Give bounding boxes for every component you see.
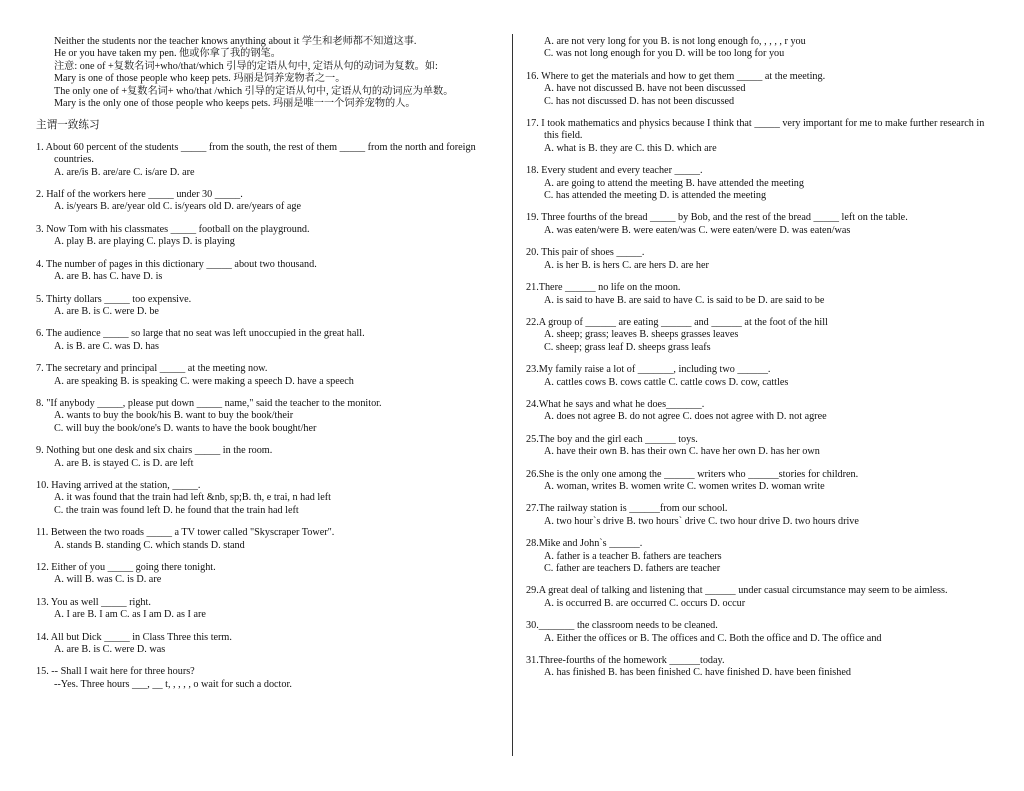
question-stem: 22.A group of ______ are eating ______ and ______ at the foot of the hill (526, 316, 828, 328)
question-stem: 26.She is the only one among the ______ writers who ______stories for children. (526, 468, 859, 480)
answer-options: A. does not agree B. do not agree C. does not agree with D. not agree (544, 411, 827, 423)
question-stem: 31.Three-fourths of the homework ______today. (526, 655, 725, 667)
answer-options: C. has attended the meeting D. is attended the meeting (544, 190, 767, 202)
answer-options: A. play B. are playing C. plays D. is playing (54, 236, 235, 248)
note-line: The only one of +复数名词+ who/that /which 引导的定语从句中, 定语从句的动词应为单数。 (54, 85, 454, 97)
question-item (36, 480, 502, 517)
question-stem: 5. Thirty dollars _____ too expensive. (36, 293, 192, 305)
answer-options: A. father is a teacher B. fathers are teachers (544, 550, 722, 562)
answer-options: A. are/is B. are/are C. is/are D. are (54, 166, 195, 178)
question-item (526, 469, 988, 494)
right-question-list (526, 36, 988, 680)
answer-options: A. is said to have B. are said to have C. is said to be D. are said to be (544, 294, 825, 306)
question-stem: 4. The number of pages in this dictionary _____ about two thousand. (36, 258, 317, 270)
question-stem: 12. Either of you _____ going there tonight. (36, 562, 216, 573)
question-stem: 2. Half of the workers here _____ under 30 _____. (36, 189, 243, 201)
question-stem: 18. Every student and every teacher _____. (526, 165, 703, 177)
question-item (36, 189, 502, 214)
question-item (526, 36, 988, 61)
answer-options: A. will B. was C. is D. are (54, 574, 162, 586)
question-item (36, 363, 502, 388)
question-item (526, 503, 988, 528)
question-stem: 29.A great deal of talking and listening that ______ under casual circumstance may seem to be aimless. (526, 585, 948, 597)
answer-options: C. father are teachers D. fathers are teacher (544, 563, 721, 574)
answer-options: C. will buy the book/one's D. wants to have the book bought/her (54, 422, 317, 434)
answer-options: A. is/years B. are/year old C. is/years old D. are/years of age (54, 201, 301, 213)
right-column (526, 36, 988, 690)
question-item (526, 118, 988, 155)
question-item (36, 294, 502, 319)
question-item (526, 538, 988, 575)
question-stem: 20. This pair of shoes _____. (526, 247, 645, 259)
section-title: 主谓一致练习 (36, 120, 100, 132)
note-line: Mary is one of those people who keep pets. 玛丽是饲养宠物者之一。 (54, 73, 346, 85)
question-stem: 1. About 60 percent of the students _____ from the south, the rest of them _____ from the north and foreign countries. (36, 141, 476, 166)
answer-options: C. has not discussed D. has not been discussed (544, 95, 735, 107)
answer-options: A. have their own B. has their own C. have her own D. has her own (544, 446, 820, 458)
question-item (36, 398, 502, 435)
question-stem: 15. -- Shall I wait here for three hours? (36, 666, 195, 678)
question-stem: 23.My family raise a lot of _______, including two ______. (526, 364, 771, 376)
left-question-list (36, 142, 502, 691)
answer-options: A. are B. is stayed C. is D. are left (54, 457, 194, 469)
answer-options: A. is occurred B. are occurred C. occurs D. occur (544, 597, 746, 609)
answer-options: A. is B. are C. was D. has (54, 340, 159, 352)
answer-options: A. it was found that the train had left &nb, sp;B. th, e trai, n had left (54, 492, 331, 504)
question-item (526, 585, 988, 610)
question-item (36, 445, 502, 470)
question-stem: 17. I took mathematics and physics because I think that _____ very important for me to make further research in this field. (526, 118, 985, 142)
answer-options: C. was not long enough for you D. will be too long for you (544, 48, 785, 60)
answer-options: A. are going to attend the meeting B. have attended the meeting (544, 177, 804, 189)
question-stem: 8. "If anybody _____, please put down _____ name," said the teacher to the monitor. (36, 397, 382, 409)
question-stem: 21.There ______ no life on the moon. (526, 282, 681, 294)
question-item (526, 317, 988, 354)
answer-options: A. have not discussed B. have not been discussed (544, 83, 746, 95)
question-item (526, 212, 988, 237)
answer-options: --Yes. Three hours ___, __ t, , , , , o wait for such a doctor. (54, 678, 292, 690)
answer-options: A. is her B. is hers C. are hers D. are her (544, 259, 709, 271)
answer-options: A. Either the offices or B. The offices and C. Both the office and D. The office and (544, 632, 882, 644)
left-column (36, 36, 502, 701)
answer-options: A. was eaten/were B. were eaten/was C. were eaten/were D. was eaten/was (544, 224, 851, 236)
question-stem: 28.Mike and John`s ______. (526, 538, 643, 550)
question-item (526, 71, 988, 108)
column-divider (512, 34, 513, 756)
question-item (526, 364, 988, 389)
question-stem: 7. The secretary and principal _____ at the meeting now. (36, 363, 268, 375)
answer-options: A. are B. is C. were D. was (54, 644, 166, 656)
answer-options: C. sheep; grass leaf D. sheeps grass leafs (544, 341, 711, 353)
question-stem: 27.The railway station is ______from our school. (526, 503, 728, 515)
answer-options: A. are B. is C. were D. be (54, 305, 159, 317)
question-item (526, 165, 988, 202)
question-item (526, 434, 988, 459)
question-item (36, 259, 502, 284)
question-stem: 10. Having arrived at the station, _____. (36, 479, 201, 491)
note-line: Neither the students nor the teacher knows anything about it 学生和老师都不知道这事. (54, 36, 417, 47)
question-item (36, 666, 502, 691)
question-item (36, 562, 502, 587)
question-stem: 3. Now Tom with his classmates _____ football on the playground. (36, 223, 310, 235)
question-stem: 6. The audience _____ so large that no seat was left unoccupied in the great hall. (36, 328, 365, 340)
note-line: He or you have taken my pen. 他或你拿了我的钢笔。 (54, 48, 281, 60)
question-stem: 13. You as well _____ right. (36, 596, 151, 608)
question-item (36, 224, 502, 249)
question-item (526, 399, 988, 424)
question-stem: 30._______ the classroom needs to be cleaned. (526, 620, 718, 632)
question-stem: 9. Nothing but one desk and six chairs _____ in the room. (36, 445, 273, 457)
question-item (36, 597, 502, 622)
question-stem: 16. Where to get the materials and how to get them _____ at the meeting. (526, 70, 826, 82)
question-item (36, 142, 502, 179)
answer-options: A. what is B. they are C. this D. which are (544, 142, 717, 154)
answer-options: A. are speaking B. is speaking C. were making a speech D. have a speech (54, 375, 354, 387)
question-stem: 19. Three fourths of the bread _____ by Bob, and the rest of the bread _____ left on the table. (526, 212, 908, 224)
note-line: Mary is the only one of those people who keeps pets. 玛丽是唯一一个饲养宠物的人。 (54, 98, 416, 110)
question-stem: 14. All but Dick _____ in Class Three this term. (36, 631, 232, 643)
answer-options: A. wants to buy the book/his B. want to buy the book/their (54, 410, 294, 422)
answer-options: A. stands B. standing C. which stands D. stand (54, 539, 245, 551)
answer-options: A. two hour`s drive B. two hours` drive C. two hour drive D. two hours drive (544, 515, 859, 527)
answer-options: A. cattles cows B. cows cattle C. cattle cows D. cow, cattles (544, 376, 789, 388)
answer-options: A. are B. has C. have D. is (54, 271, 163, 283)
grammar-notes (36, 36, 502, 110)
question-item (526, 620, 988, 645)
answer-options: A. woman, writes B. women write C. women writes D. woman write (544, 480, 825, 492)
question-item (526, 655, 988, 680)
question-stem: 24.What he says and what he does_______. (526, 398, 705, 410)
answer-options: C. the train was found left D. he found that the train had left (54, 504, 299, 516)
question-stem: 25.The boy and the girl each ______ toys. (526, 433, 698, 445)
question-item (526, 282, 988, 307)
question-item (36, 527, 502, 552)
note-line: 注意: one of +复数名词+who/that/which 引导的定语从句中, 定语从句的动词为复数。如: (54, 60, 438, 72)
question-item (36, 328, 502, 353)
answer-options: A. are not very long for you B. is not long enough fo, , , , , r you (544, 36, 806, 47)
question-stem: 11. Between the two roads _____ a TV tower called "Skyscraper Tower". (36, 527, 335, 539)
answer-options: A. sheep; grass; leaves B. sheeps grasses leaves (544, 329, 739, 341)
answer-options: A. has finished B. has been finished C. have finished D. have been finished (544, 667, 851, 679)
answer-options: A. I are B. I am C. as I am D. as I are (54, 609, 206, 621)
question-item (526, 247, 988, 272)
question-item (36, 632, 502, 657)
